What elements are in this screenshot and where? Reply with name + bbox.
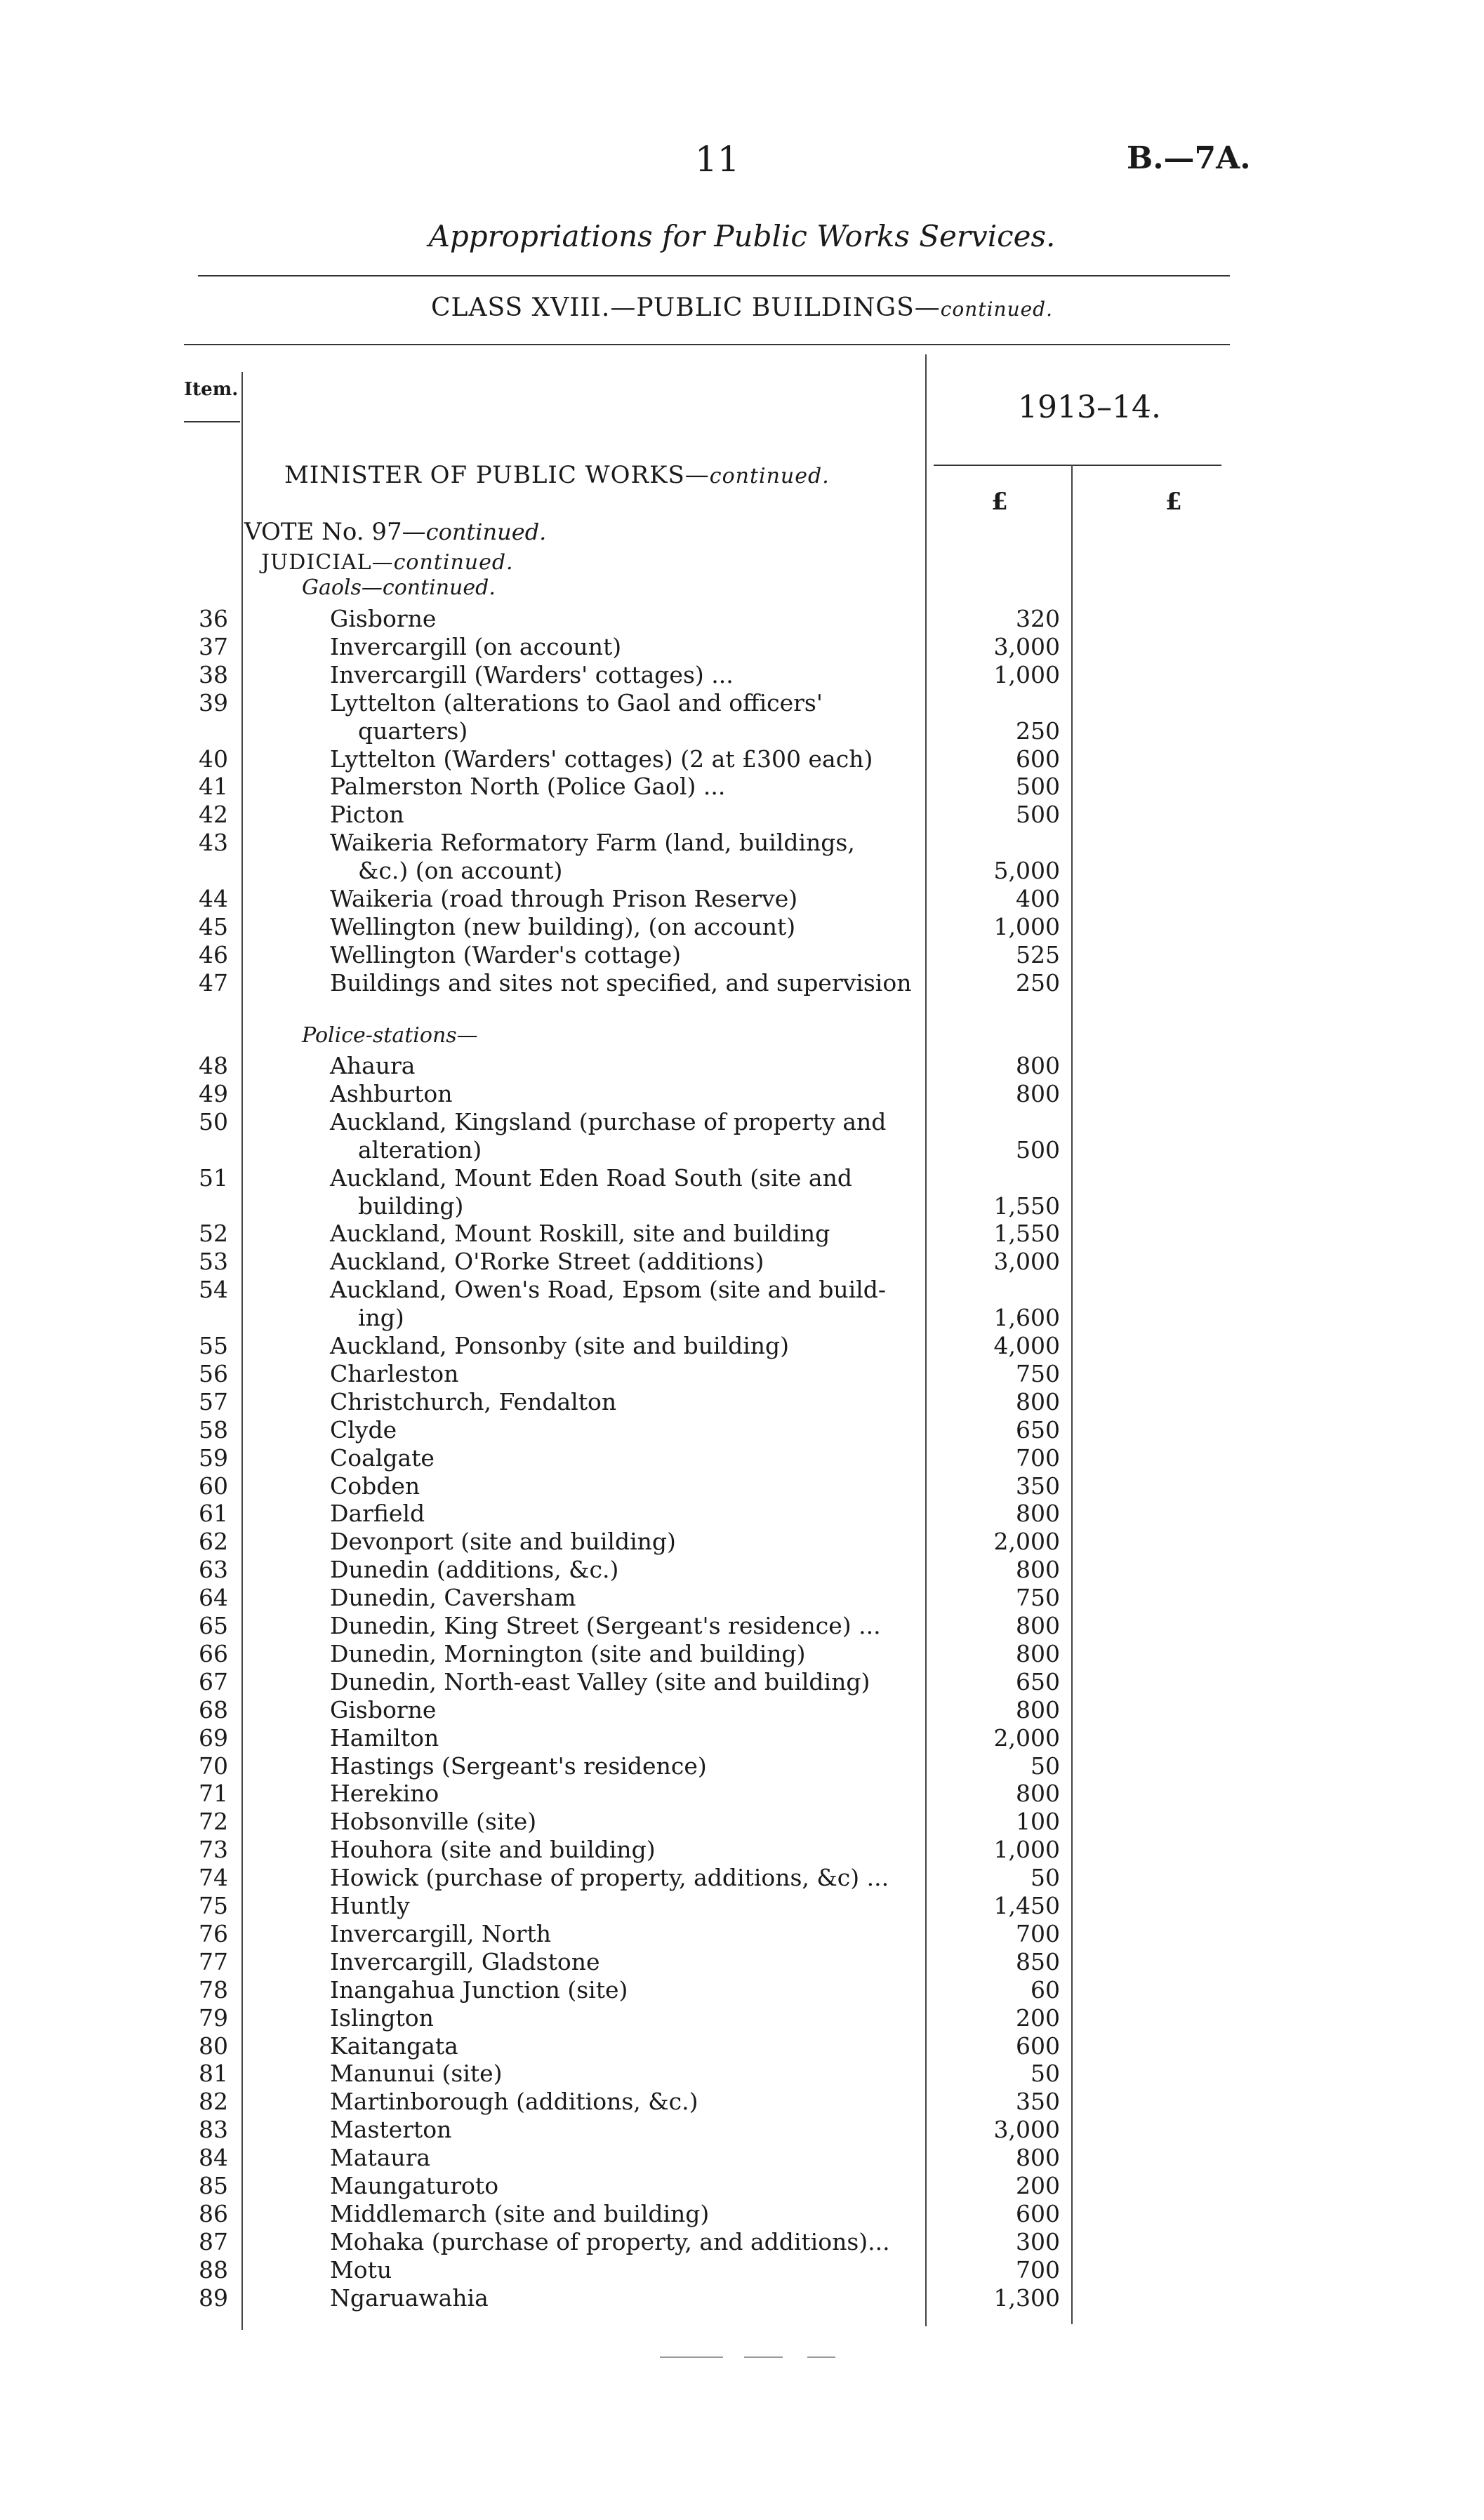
item-number: 68 — [199, 1696, 228, 1724]
item-amount: 500 — [1016, 773, 1060, 800]
item-description: Gisborne — [330, 605, 437, 632]
item-description: Invercargill (Warders' cottages) ... — [330, 661, 734, 688]
item-amount: 800 — [1016, 1640, 1060, 1667]
table-row — [0, 745, 1484, 773]
item-amount: 1,550 — [993, 1192, 1060, 1220]
table-row — [0, 1080, 1484, 1108]
item-number: 80 — [199, 2032, 228, 2060]
item-number: 42 — [199, 801, 228, 828]
item-description: Herekino — [330, 1780, 439, 1807]
item-description: Ashburton — [330, 1080, 453, 1107]
item-number: 56 — [199, 1360, 228, 1387]
table-row — [0, 1668, 1484, 1696]
table-row — [0, 1640, 1484, 1668]
item-description: quarters) — [358, 717, 468, 745]
item-amount: 250 — [1016, 717, 1060, 745]
item-amount: 3,000 — [993, 1248, 1060, 1275]
item-number: 54 — [199, 1276, 228, 1303]
table-row — [0, 1584, 1484, 1612]
table-row — [0, 1444, 1484, 1472]
item-amount: 800 — [1016, 1500, 1060, 1527]
item-description: Huntly — [330, 1892, 410, 1919]
item-amount: 600 — [1016, 2032, 1060, 2060]
item-number: 89 — [199, 2284, 228, 2312]
class-heading-text: CLASS XVIII.—PUBLIC BUILDINGS— — [431, 293, 941, 322]
item-description: Dunedin, King Street (Sergeant's residence) ... — [330, 1612, 881, 1639]
item-number: 61 — [199, 1500, 228, 1527]
item-number: 43 — [199, 829, 228, 856]
item-amount: 800 — [1016, 2144, 1060, 2171]
item-description: Picton — [330, 801, 404, 828]
item-description: Hastings (Sergeant's residence) — [330, 1752, 707, 1780]
item-description: Gisborne — [330, 1696, 437, 1724]
item-amount: 50 — [1031, 2060, 1060, 2087]
table-row — [0, 941, 1484, 969]
item-number: 74 — [199, 1864, 228, 1891]
item-description: Hobsonville (site) — [330, 1808, 537, 1835]
table-row — [0, 1780, 1484, 1808]
table-row — [0, 829, 1484, 857]
item-number: 38 — [199, 661, 228, 688]
item-description: Auckland, Ponsonby (site and building) — [330, 1332, 790, 1359]
item-number: 65 — [199, 1612, 228, 1639]
item-amount: 1,450 — [993, 1892, 1060, 1919]
item-amount: 850 — [1016, 1948, 1060, 1975]
item-amount: 800 — [1016, 1080, 1060, 1107]
item-amount: 2,000 — [993, 1528, 1060, 1555]
item-description: Maungaturoto — [330, 2172, 499, 2199]
item-number: 69 — [199, 1724, 228, 1752]
item-description: Invercargill (on account) — [330, 633, 622, 660]
table-row — [0, 1836, 1484, 1864]
police-stations-heading: Police-stations— — [302, 1023, 478, 1048]
item-description: Buildings and sites not specified, and supervision — [330, 969, 912, 996]
item-amount: 2,000 — [993, 1724, 1060, 1752]
item-description: Dunedin, Caversham — [330, 1584, 576, 1611]
table-row — [0, 2144, 1484, 2172]
item-number: 45 — [199, 913, 228, 940]
item-amount: 50 — [1031, 1752, 1060, 1780]
table-row — [0, 1164, 1484, 1192]
table-row — [0, 1248, 1484, 1276]
item-description: Christchurch, Fendalton — [330, 1388, 617, 1415]
item-amount: 1,600 — [993, 1304, 1060, 1331]
item-amount: 500 — [1016, 801, 1060, 828]
item-number: 36 — [199, 605, 228, 632]
table-row-continuation — [0, 1192, 1484, 1220]
item-number: 58 — [199, 1416, 228, 1444]
item-description: Kaitangata — [330, 2032, 458, 2060]
table-row — [0, 1808, 1484, 1836]
table-row — [0, 1416, 1484, 1444]
table-row-continuation — [0, 1304, 1484, 1332]
table-row — [0, 773, 1484, 801]
table-row — [0, 1724, 1484, 1752]
item-number: 40 — [199, 745, 228, 773]
item-description: Hamilton — [330, 1724, 439, 1752]
item-description: Palmerston North (Police Gaol) ... — [330, 773, 726, 800]
item-number: 44 — [199, 885, 228, 912]
item-amount: 650 — [1016, 1668, 1060, 1695]
item-amount: 200 — [1016, 2172, 1060, 2199]
item-description: Motu — [330, 2256, 392, 2284]
table-row — [0, 1976, 1484, 2004]
item-description: Devonport (site and building) — [330, 1528, 676, 1555]
item-number: 67 — [199, 1668, 228, 1695]
item-number: 83 — [199, 2116, 228, 2143]
item-number: 71 — [199, 1780, 228, 1807]
item-amount: 800 — [1016, 1612, 1060, 1639]
item-number: 47 — [199, 969, 228, 996]
item-amount: 600 — [1016, 2200, 1060, 2227]
item-description: Auckland, Mount Roskill, site and building — [330, 1220, 830, 1247]
table-row — [0, 2004, 1484, 2032]
minister-text: MINISTER OF PUBLIC WORKS— — [284, 461, 710, 489]
item-number: 39 — [199, 689, 228, 716]
item-number: 88 — [199, 2256, 228, 2284]
item-amount: 300 — [1016, 2228, 1060, 2255]
item-number: 60 — [199, 1472, 228, 1500]
table-row — [0, 1948, 1484, 1976]
item-number: 66 — [199, 1640, 228, 1667]
item-number: 86 — [199, 2200, 228, 2227]
table-row — [0, 1108, 1484, 1136]
item-description: Masterton — [330, 2116, 452, 2143]
table-row — [0, 1360, 1484, 1388]
footer-rule-2 — [744, 2356, 783, 2358]
item-description: Auckland, Owen's Road, Epsom (site and build- — [330, 1276, 886, 1303]
table-row — [0, 1892, 1484, 1920]
item-number: 85 — [199, 2172, 228, 2199]
item-amount: 1,000 — [993, 913, 1060, 940]
item-number: 79 — [199, 2004, 228, 2032]
item-amount: 3,000 — [993, 2116, 1060, 2143]
item-description: Mataura — [330, 2144, 431, 2171]
item-description: Middlemarch (site and building) — [330, 2200, 710, 2227]
item-amount: 750 — [1016, 1360, 1060, 1387]
page-number: 11 — [695, 139, 740, 180]
item-amount: 650 — [1016, 1416, 1060, 1444]
item-amount: 800 — [1016, 1780, 1060, 1807]
vote-text: VOTE No. 97— — [244, 518, 426, 546]
table-row — [0, 1052, 1484, 1080]
item-description: Dunedin (additions, &c.) — [330, 1556, 619, 1583]
item-number: 53 — [199, 1248, 228, 1275]
item-description: Islington — [330, 2004, 434, 2032]
table-row — [0, 1472, 1484, 1500]
table-row — [0, 1332, 1484, 1360]
item-description: Houhora (site and building) — [330, 1836, 656, 1863]
item-amount: 800 — [1016, 1556, 1060, 1583]
table-row — [0, 2200, 1484, 2228]
item-amount: 350 — [1016, 1472, 1060, 1500]
item-number: 62 — [199, 1528, 228, 1555]
table-row — [0, 1612, 1484, 1640]
item-description: Cobden — [330, 1472, 420, 1500]
item-number: 75 — [199, 1892, 228, 1919]
item-description: Invercargill, North — [330, 1920, 551, 1947]
currency-symbol-1: £ — [991, 488, 1008, 516]
item-number: 51 — [199, 1164, 228, 1192]
table-row — [0, 1276, 1484, 1304]
table-row — [0, 1388, 1484, 1416]
item-description: ing) — [358, 1304, 404, 1331]
item-description: Invercargill, Gladstone — [330, 1948, 600, 1975]
item-number: 55 — [199, 1332, 228, 1359]
year-column-header: 1913–14. — [1018, 389, 1161, 425]
judicial-text: JUDICIAL— — [261, 550, 394, 575]
item-amount: 4,000 — [993, 1332, 1060, 1359]
table-row — [0, 1528, 1484, 1556]
item-number: 78 — [199, 1976, 228, 2004]
item-description: Auckland, Kingsland (purchase of property and — [330, 1108, 887, 1135]
table-row — [0, 2256, 1484, 2284]
item-description: Ahaura — [330, 1052, 416, 1079]
item-description: Mohaka (purchase of property, and additions)... — [330, 2228, 890, 2255]
item-amount: 1,550 — [993, 1220, 1060, 1247]
footer-rule-3 — [807, 2356, 835, 2358]
table-row-continuation — [0, 857, 1484, 885]
item-description: alteration) — [358, 1136, 482, 1164]
document-reference: B.—7A. — [1127, 140, 1251, 176]
item-amount: 60 — [1031, 1976, 1060, 2004]
table-row — [0, 2088, 1484, 2116]
minister-continued: continued. — [709, 464, 830, 488]
item-description: Ngaruawahia — [330, 2284, 489, 2312]
item-description: Coalgate — [330, 1444, 435, 1472]
table-row — [0, 1696, 1484, 1724]
item-number: 63 — [199, 1556, 228, 1583]
item-amount: 1,000 — [993, 1836, 1060, 1863]
class-heading-continued: continued. — [940, 298, 1053, 321]
table-row — [0, 1864, 1484, 1892]
item-amount: 50 — [1031, 1864, 1060, 1891]
table-row — [0, 2116, 1484, 2144]
table-row-continuation — [0, 717, 1484, 745]
item-amount: 350 — [1016, 2088, 1060, 2115]
item-amount: 800 — [1016, 1388, 1060, 1415]
table-row — [0, 2172, 1484, 2200]
item-description: Lyttelton (Warders' cottages) (2 at £300 each) — [330, 745, 873, 773]
item-number: 64 — [199, 1584, 228, 1611]
item-amount: 3,000 — [993, 633, 1060, 660]
item-amount: 700 — [1016, 1920, 1060, 1947]
item-amount: 200 — [1016, 2004, 1060, 2032]
item-description: Martinborough (additions, &c.) — [330, 2088, 698, 2115]
gaols-heading: Gaols—continued. — [302, 575, 496, 600]
item-description: Inangahua Junction (site) — [330, 1976, 628, 2004]
table-row — [0, 633, 1484, 661]
item-amount: 320 — [1016, 605, 1060, 632]
item-description: Auckland, Mount Eden Road South (site and — [330, 1164, 852, 1192]
item-number: 46 — [199, 941, 228, 968]
item-amount: 750 — [1016, 1584, 1060, 1611]
item-number: 82 — [199, 2088, 228, 2115]
table-row — [0, 969, 1484, 997]
currency-symbol-2: £ — [1165, 488, 1182, 516]
item-description: Waikeria (road through Prison Reserve) — [330, 885, 798, 912]
table-row — [0, 801, 1484, 829]
table-row — [0, 2060, 1484, 2088]
item-number: 52 — [199, 1220, 228, 1247]
item-description: Dunedin, Mornington (site and building) — [330, 1640, 806, 1667]
item-number: 76 — [199, 1920, 228, 1947]
item-amount: 700 — [1016, 1444, 1060, 1472]
judicial-continued: continued. — [393, 550, 514, 575]
item-amount: 400 — [1016, 885, 1060, 912]
item-description: Waikeria Reformatory Farm (land, buildings, — [330, 829, 855, 856]
table-row-continuation — [0, 1136, 1484, 1164]
table-row — [0, 689, 1484, 717]
page-title: Appropriations for Public Works Services. — [428, 219, 1056, 253]
item-number: 87 — [199, 2228, 228, 2255]
item-amount: 600 — [1016, 745, 1060, 773]
item-number: 72 — [199, 1808, 228, 1835]
item-description: Lyttelton (alterations to Gaol and officers' — [330, 689, 823, 716]
item-description: Clyde — [330, 1416, 397, 1444]
item-description: Auckland, O'Rorke Street (additions) — [330, 1248, 764, 1275]
item-description: Dunedin, North-east Valley (site and building) — [330, 1668, 870, 1695]
item-number: 57 — [199, 1388, 228, 1415]
item-number: 77 — [199, 1948, 228, 1975]
item-amount: 5,000 — [993, 857, 1060, 884]
item-amount: 500 — [1016, 1136, 1060, 1164]
table-row — [0, 1556, 1484, 1584]
item-description: Wellington (Warder's cottage) — [330, 941, 682, 968]
item-number: 73 — [199, 1836, 228, 1863]
item-description: Wellington (new building), (on account) — [330, 913, 796, 940]
table-row — [0, 885, 1484, 913]
item-amount: 800 — [1016, 1696, 1060, 1724]
table-row — [0, 1500, 1484, 1528]
item-amount: 800 — [1016, 1052, 1060, 1079]
item-description: &c.) (on account) — [358, 857, 563, 884]
item-number: 49 — [199, 1080, 228, 1107]
table-row — [0, 661, 1484, 689]
item-amount: 1,300 — [993, 2284, 1060, 2312]
item-number: 84 — [199, 2144, 228, 2171]
footer-rule-1 — [660, 2356, 723, 2358]
table-row — [0, 1920, 1484, 1948]
vote-continued: continued. — [425, 519, 547, 545]
item-number: 59 — [199, 1444, 228, 1472]
item-number: 81 — [199, 2060, 228, 2087]
item-description: Darfield — [330, 1500, 425, 1527]
table-row — [0, 1220, 1484, 1248]
item-number: 70 — [199, 1752, 228, 1780]
item-amount: 700 — [1016, 2256, 1060, 2284]
item-amount: 525 — [1016, 941, 1060, 968]
item-number: 48 — [199, 1052, 228, 1079]
item-number: 41 — [199, 773, 228, 800]
item-description: Manunui (site) — [330, 2060, 503, 2087]
table-row — [0, 605, 1484, 633]
item-description: building) — [358, 1192, 464, 1220]
table-row — [0, 2284, 1484, 2312]
item-number: 50 — [199, 1108, 228, 1135]
item-description: Howick (purchase of property, additions, &c) ... — [330, 1864, 889, 1891]
table-row — [0, 2228, 1484, 2256]
item-description: Charleston — [330, 1360, 459, 1387]
table-row — [0, 2032, 1484, 2060]
item-amount: 100 — [1016, 1808, 1060, 1835]
table-row — [0, 913, 1484, 941]
item-amount: 250 — [1016, 969, 1060, 996]
item-amount: 1,000 — [993, 661, 1060, 688]
table-row — [0, 1752, 1484, 1780]
item-number: 37 — [199, 633, 228, 660]
item-column-header: Item. — [184, 379, 239, 400]
